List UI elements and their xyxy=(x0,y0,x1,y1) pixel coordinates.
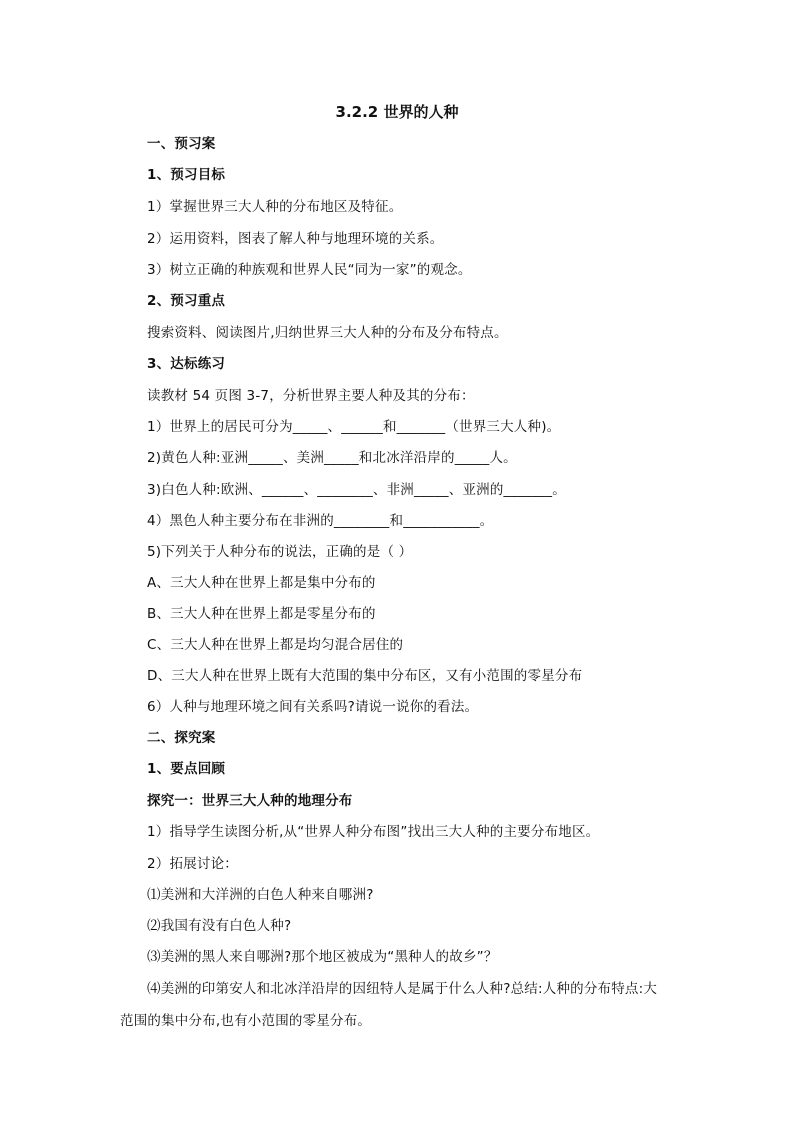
objective-item-2: 2）运用资料，图表了解人种与地理环境的关系。 xyxy=(147,231,444,247)
objective-item-1: 1）掌握世界三大人种的分布地区及特征。 xyxy=(147,199,403,215)
subheading-objectives: 1、预习目标 xyxy=(147,167,226,183)
subheading-exercises: 3、达标练习 xyxy=(147,356,226,372)
option-b: B、三大人种在世界上都是零星分布的 xyxy=(147,606,376,622)
section-heading-inquiry: 二、探究案 xyxy=(147,730,216,746)
inquiry-1-heading: 探究一：世界三大人种的地理分布 xyxy=(147,793,353,809)
option-a: A、三大人种在世界上都是集中分布的 xyxy=(147,575,376,591)
subheading-review: 1、要点回顾 xyxy=(147,761,226,777)
key-points-text: 搜索资料、阅读图片,归纳世界三大人种的分布及分布特点。 xyxy=(147,325,508,341)
section-heading-preview: 一、预习案 xyxy=(147,136,216,152)
question-5: 5)下列关于人种分布的说法，正确的是（ ） xyxy=(147,544,413,560)
question-4: 4）黑色人种主要分布在非洲的________和___________。 xyxy=(147,513,494,529)
question-6: 6）人种与地理环境之间有关系吗?请说一说你的看法。 xyxy=(147,699,479,715)
question-1: 1）世界上的居民可分为_____、______和_______（世界三大人种)。 xyxy=(147,419,561,435)
discussion-4-line-2: 范围的集中分布,也有小范围的零星分布。 xyxy=(120,1013,372,1029)
page-title: 3.2.2 世界的人种 xyxy=(335,103,459,121)
discussion-2: ⑵我国有没有白色人种? xyxy=(147,918,292,934)
discussion-4-line-1: ⑷美洲的印第安人和北冰洋沿岸的因纽特人是属于什么人种?总结:人种的分布特点:大 xyxy=(147,981,658,997)
discussion-1: ⑴美洲和大洋洲的白色人种来自哪洲? xyxy=(147,887,374,903)
objective-item-3: 3）树立正确的种族观和世界人民“同为一家”的观念。 xyxy=(147,262,472,278)
inquiry-1-item-2: 2）拓展讨论： xyxy=(147,856,238,872)
inquiry-1-item-1: 1）指导学生读图分析,从“世界人种分布图”找出三大人种的主要分布地区。 xyxy=(147,824,600,840)
question-2: 2)黄色人种:亚洲_____、美洲_____和北冰洋沿岸的_____人。 xyxy=(147,450,517,466)
question-3: 3)白色人种:欧洲、______、________、非洲_____、亚洲的_______。 xyxy=(147,482,566,498)
discussion-3: ⑶美洲的黑人来自哪洲?那个地区被成为“黑种人的故乡”？ xyxy=(147,949,498,965)
option-c: C、三大人种在世界上都是均匀混合居住的 xyxy=(147,637,404,653)
subheading-key-points: 2、预习重点 xyxy=(147,293,226,309)
option-d: D、三大人种在世界上既有大范围的集中分布区，又有小范围的零星分布 xyxy=(147,668,583,684)
exercise-intro: 读教材 54 页图 3-7，分析世界主要人种及其的分布： xyxy=(147,388,475,404)
